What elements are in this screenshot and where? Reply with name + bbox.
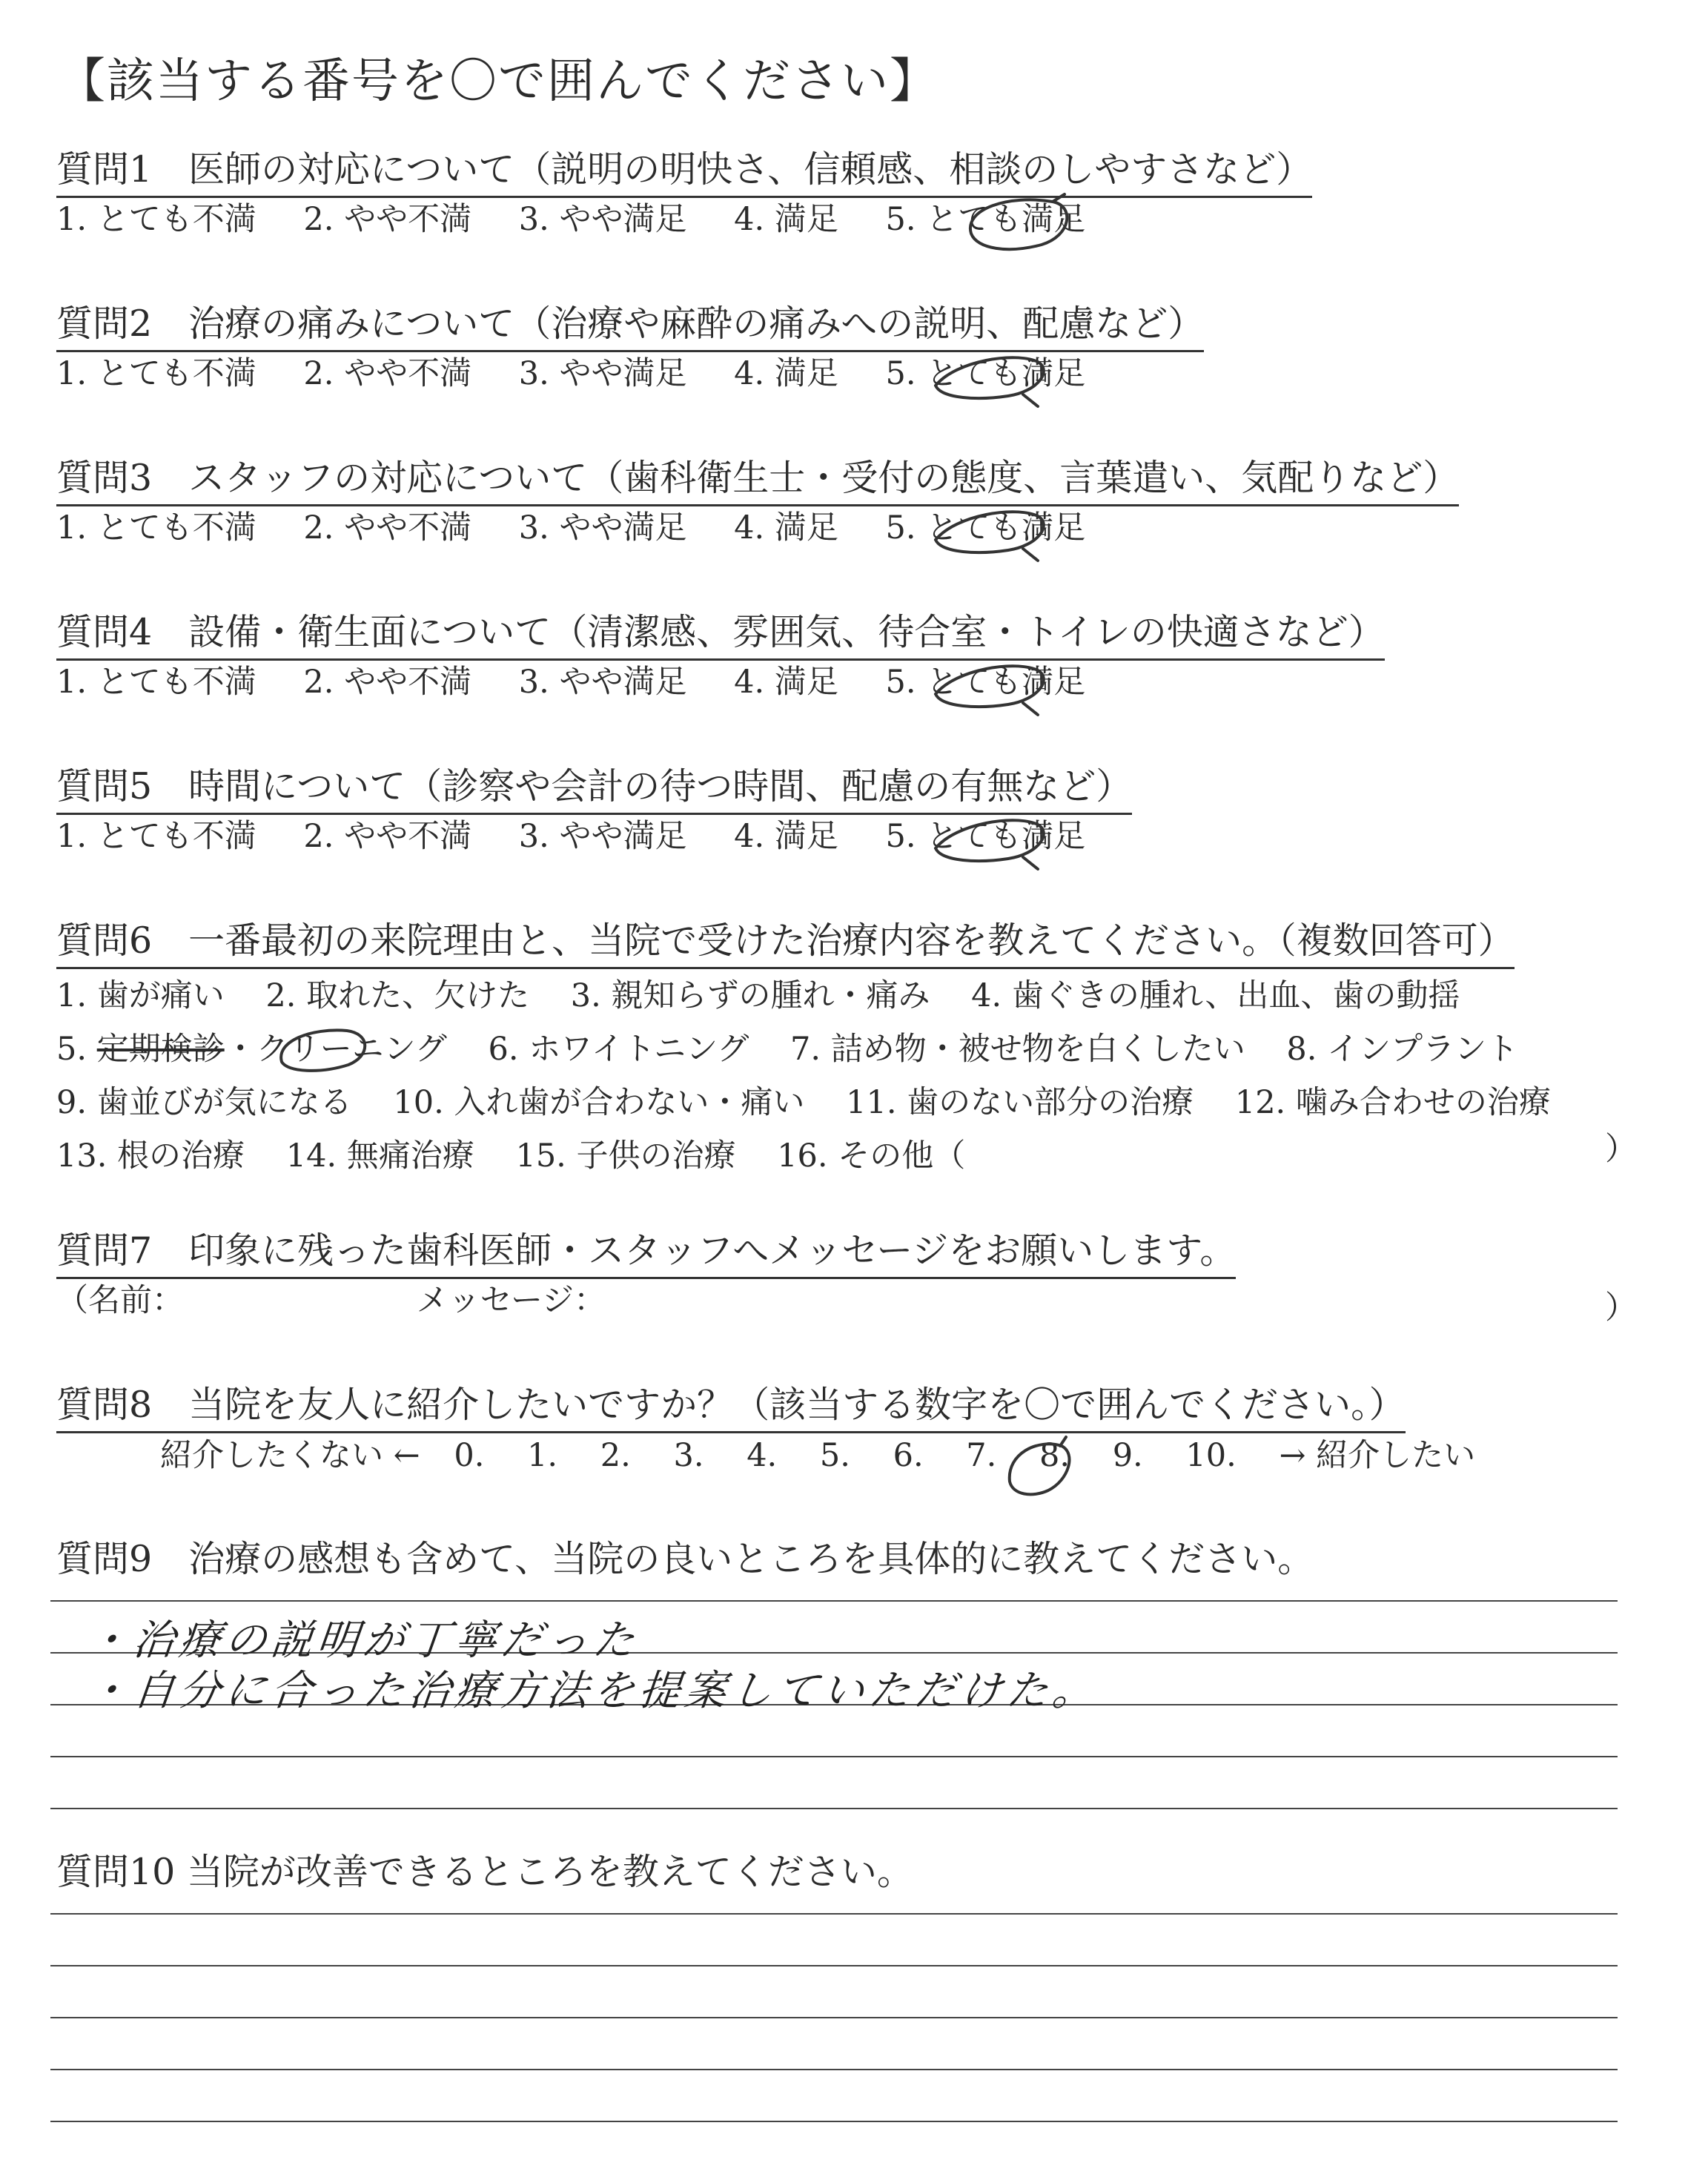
scale-option[interactable]: 2. [600,1437,631,1474]
option[interactable]: 3. やや満足 [518,664,687,701]
option-selected[interactable] [56,1023,447,1076]
option-selected[interactable]: 5. とても満足 [885,664,1086,701]
answer-line [50,2069,1618,2070]
question-10-title: 質問10 当院が改善できるところを教えてください。 [56,1851,913,1893]
option[interactable]: 11. 歯のない部分の治療 [846,1084,1194,1121]
question-2-title: 質問2 治療の痛みについて（治療や麻酔の痛みへの説明、配慮など） [56,300,1204,352]
question-8-title: 質問8 当院を友人に紹介したいですか？（該当する数字を〇で囲んでください。） [56,1381,1406,1433]
option-selected[interactable]: 5. とても満足 [885,509,1086,546]
answer-line [50,1965,1618,1966]
answer-line [50,2121,1618,2122]
option-label: ・クリーニング [224,1031,447,1068]
option[interactable]: 4. 満足 [734,818,838,855]
option[interactable]: 1. 歯が痛い [56,977,225,1014]
option[interactable]: 16. その他（ [777,1137,966,1175]
scale-option[interactable]: 9. [1112,1437,1143,1474]
scale-option[interactable]: 0. [454,1437,485,1474]
question-3-options [56,506,1459,549]
scale-option[interactable]: 4. [747,1437,778,1474]
question-1-title: 質問1 医師の対応について（説明の明快さ、信頼感、相談のしやすさなど） [56,145,1312,198]
question-6-title: 質問6 一番最初の来院理由と、当院で受けた治療内容を教えてください。（複数回答可） [56,916,1515,969]
option[interactable]: 4. 満足 [734,664,838,701]
option[interactable]: 4. 満足 [734,201,838,238]
option[interactable]: 3. やや満足 [518,355,687,392]
option[interactable]: 1. とても不満 [56,664,256,701]
option[interactable]: 2. やや不満 [303,509,472,546]
answer-line [50,1808,1618,1809]
question-10 [56,1848,913,1898]
scale-right-label: → 紹介したい [1279,1437,1476,1474]
option[interactable]: 4. 満足 [734,355,838,392]
other-close-paren: ） [1605,1131,1637,1168]
name-label: （名前： [56,1282,184,1319]
answer-line [50,2017,1618,2018]
scale-option[interactable]: 7. [966,1437,997,1474]
option[interactable]: 7. 詰め物・被せ物を白くしたい [790,1031,1245,1068]
question-4 [56,608,1385,704]
option-selected[interactable]: 5. とても満足 [885,201,1086,238]
question-6-row-4 [56,1129,1582,1183]
option[interactable]: 13. 根の治療 [56,1137,245,1175]
option[interactable]: 15. 子供の治療 [515,1137,736,1175]
question-4-title: 質問4 設備・衛生面について（清潔感、雰囲気、待合室・トイレの快適さなど） [56,608,1385,661]
handwritten-answer-1: ・治療の説明が丁寧だった [85,1616,641,1665]
scale-option[interactable]: 10. [1185,1437,1237,1474]
answer-line [50,1756,1618,1757]
question-6-row-1 [56,969,1582,1023]
scale-option[interactable]: 1. [527,1437,558,1474]
scale-option[interactable]: 5. [819,1437,850,1474]
option[interactable]: 1. とても不満 [56,355,256,392]
option[interactable]: 4. 歯ぐきの腫れ、出血、歯の動揺 [971,977,1460,1014]
scale-option[interactable]: 6. [893,1437,924,1474]
option-selected[interactable]: 5. とても満足 [885,818,1086,855]
struck-text: 定期検診 [96,1031,225,1068]
option[interactable]: 3. やや満足 [518,201,687,238]
question-7-title: 質問7 印象に残った歯科医師・スタッフへメッセージをお願いします。 [56,1226,1236,1279]
option[interactable]: 10. 入れ歯が合わない・痛い [393,1084,805,1121]
question-8 [56,1381,1499,1478]
question-5 [56,762,1132,858]
option-number: 5. [56,1031,87,1068]
option[interactable]: 3. やや満足 [518,818,687,855]
option[interactable]: 12. 噛み合わせの治療 [1234,1084,1551,1121]
question-7-fields [56,1279,1236,1322]
answer-line [50,1913,1618,1915]
scale-option-selected[interactable]: 8. [1039,1437,1070,1474]
question-2 [56,300,1204,395]
question-2-options [56,352,1204,395]
question-4-options [56,661,1385,704]
option[interactable]: 1. とても不満 [56,818,256,855]
option[interactable]: 6. ホワイトニング [488,1031,749,1068]
scale-left-label: 紹介したくない ← [160,1437,420,1474]
option[interactable]: 4. 満足 [734,509,838,546]
message-label: メッセージ： [416,1282,606,1319]
option[interactable]: 2. やや不満 [303,201,472,238]
message-close-paren: ） [1605,1289,1637,1327]
question-3 [56,454,1459,549]
question-3-title: 質問3 スタッフの対応について（歯科衛生士・受付の態度、言葉遣い、気配りなど） [56,454,1459,506]
scale-option[interactable]: 3. [673,1437,704,1474]
option[interactable]: 2. 取れた、欠けた [265,977,530,1014]
option[interactable]: 1. とても不満 [56,509,256,546]
page-heading: 【該当する番号を〇で囲んでください】 [58,54,939,109]
option[interactable]: 3. 親知らずの腫れ・痛み [570,977,930,1014]
question-1 [56,145,1312,241]
question-9 [56,1535,1314,1585]
question-5-title: 質問5 時間について（診察や会計の待つ時間、配慮の有無など） [56,762,1132,815]
option[interactable]: 9. 歯並びが気になる [56,1084,352,1121]
option[interactable]: 2. やや不満 [303,664,472,701]
question-1-options [56,198,1312,241]
question-6 [56,916,1582,1183]
option[interactable]: 14. 無痛治療 [285,1137,474,1175]
option[interactable]: 8. インプラント [1286,1031,1519,1068]
question-6-row-3 [56,1076,1582,1129]
question-7 [56,1226,1236,1322]
option[interactable]: 2. やや不満 [303,355,472,392]
option[interactable]: 3. やや満足 [518,509,687,546]
question-5-options [56,815,1132,858]
option-selected[interactable]: 5. とても満足 [885,355,1086,392]
handwritten-answer-2: ・自分に合った治療方法を提案していただけた。 [85,1667,1101,1715]
question-6-row-2 [56,1023,1582,1076]
option[interactable]: 1. とても不満 [56,201,256,238]
question-9-title: 質問9 治療の感想も含めて、当院の良いところを具体的に教えてください。 [56,1538,1314,1580]
option[interactable]: 2. やや不満 [303,818,472,855]
recommend-scale [56,1433,1499,1478]
answer-line [50,1600,1618,1602]
